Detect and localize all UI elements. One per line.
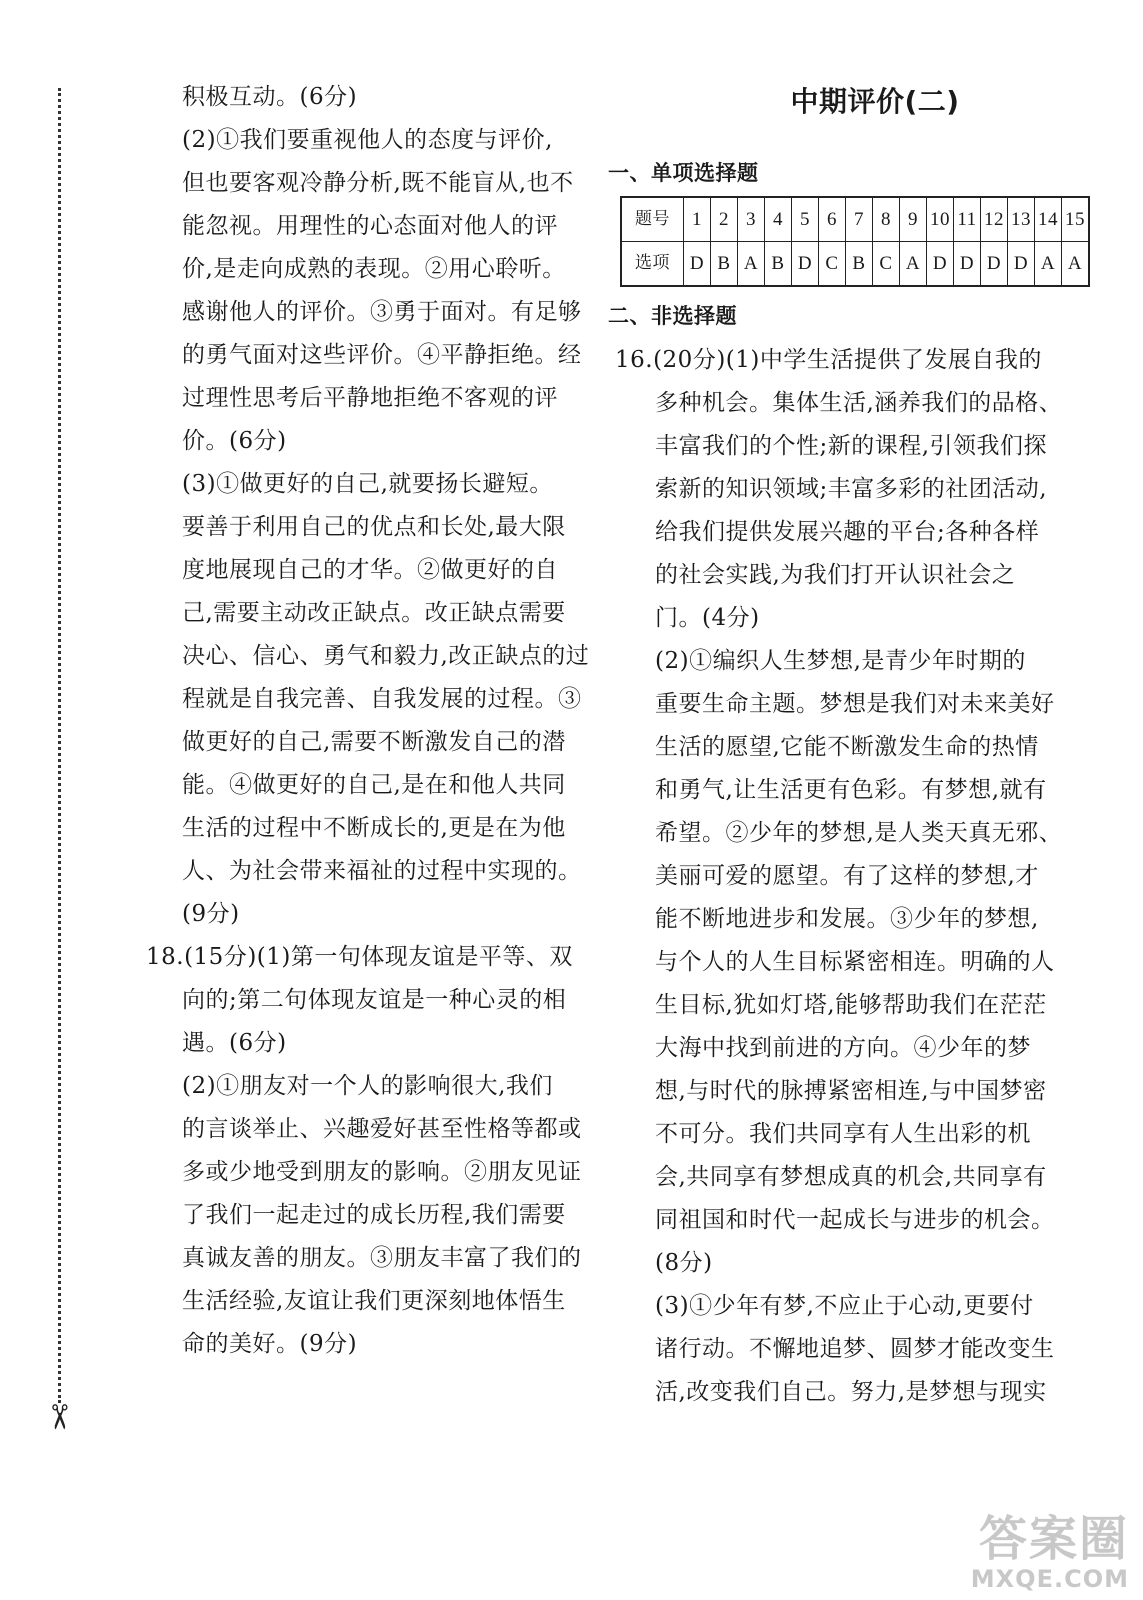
text-line: 索新的知识领域;丰富多彩的社团活动, [655,476,1048,502]
table-row-numbers [621,197,1089,242]
text-line: 向的;第二句体现友谊是一种心灵的相 [182,987,567,1013]
text-line: 过理性思考后平静地拒绝不客观的评 [182,385,558,411]
text-line: 不可分。我们共同享有人生出彩的机 [655,1121,1031,1147]
text-line: (2)①朋友对一个人的影响很大,我们 [182,1073,553,1099]
text-line: 积极互动。(6分) [182,84,358,110]
text-line: 给我们提供发展兴趣的平台;各种各样 [655,519,1040,545]
text-line: 生活的过程中不断成长的,更是在为他 [182,815,566,841]
text-line: 的社会实践,为我们打开认识社会之 [655,562,1016,588]
text-line: 真诚友善的朋友。③朋友丰富了我们的 [182,1245,582,1271]
table-cell: 12 [981,197,1008,242]
text-line: 了我们一起走过的成长历程,我们需要 [182,1202,566,1228]
table-cell: D [927,242,954,287]
text-line: 生活经验,友谊让我们更深刻地体悟生 [182,1288,566,1314]
table-cell: D [792,242,819,287]
table-cell: D [954,242,981,287]
text-line: 但也要客观冷静分析,既不能盲从,也不 [182,170,574,196]
cut-line [58,88,61,1403]
text-line: 希望。②少年的梦想,是人类天真无邪、 [655,820,1063,846]
text-line: 生活的愿望,它能不断激发生命的热情 [655,734,1039,760]
table-cell: 13 [1008,197,1035,242]
question-16-line: 16.(20分)(1)中学生活提供了发展自我的 [615,347,1042,373]
question-18-line: 18.(15分)(1)第一句体现友谊是平等、双 [146,944,573,970]
table-cell: 1 [684,197,711,242]
table-cell: 7 [846,197,873,242]
table-cell: 6 [819,197,846,242]
table-cell: 4 [765,197,792,242]
table-cell: D [981,242,1008,287]
table-cell: 10 [927,197,954,242]
table-cell: A [900,242,927,287]
text-line: 与个人的人生目标紧密相连。明确的人 [655,949,1055,975]
text-line: 人、为社会带来福祉的过程中实现的。 [182,858,582,884]
text-line: 的言谈举止、兴趣爱好甚至性格等都或 [182,1116,582,1142]
text-line: 诸行动。不懈地追梦、圆梦才能改变生 [655,1336,1055,1362]
text-line: 大海中找到前进的方向。④少年的梦 [655,1035,1031,1061]
text-line: (9分) [182,901,240,927]
table-cell: 2 [711,197,738,242]
table-cell: A [1035,242,1062,287]
watermark-text: 答案圈 [978,1511,1129,1567]
text-line: 生目标,犹如灯塔,能够帮助我们在茫茫 [655,992,1047,1018]
table-cell: C [873,242,900,287]
text-line: 价,是走向成熟的表现。②用心聆听。 [182,256,566,282]
scissors-icon: ✂ [38,1402,79,1432]
text-line: 和勇气,让生活更有色彩。有梦想,就有 [655,777,1047,803]
table-cell: B [711,242,738,287]
text-line: 能。④做更好的自己,是在和他人共同 [182,772,566,798]
text-line: 门。(4分) [655,605,760,631]
section-heading-nonchoice: 二、非选择题 [608,304,737,328]
text-line: 价。(6分) [182,428,287,454]
watermark-url: MXQE.COM [970,1565,1129,1593]
text-line: 美丽可爱的愿望。有了这样的梦想,才 [655,863,1039,889]
text-line: 命的美好。(9分) [182,1331,358,1357]
text-line: 丰富我们的个性;新的课程,引领我们探 [655,433,1048,459]
text-line: (8分) [655,1250,713,1276]
text-line: 重要生命主题。梦想是我们对未来美好 [655,691,1055,717]
text-line: 活,改变我们自己。努力,是梦想与现实 [655,1379,1047,1405]
text-line: 能不断地进步和发展。③少年的梦想, [655,906,1039,932]
text-line: 做更好的自己,需要不断激发自己的潜 [182,729,566,755]
table-cell: A [738,242,765,287]
table-cell: D [1008,242,1035,287]
table-cell: 14 [1035,197,1062,242]
section-heading-choice: 一、单项选择题 [608,161,759,185]
table-header-cell: 选项 [621,242,684,287]
text-line: 的勇气面对这些评价。④平静拒绝。经 [182,342,582,368]
table-header-cell: 题号 [621,197,684,242]
text-line: 决心、信心、勇气和毅力,改正缺点的过 [182,643,590,669]
table-cell: 5 [792,197,819,242]
table-cell: 9 [900,197,927,242]
text-line: (2)①我们要重视他人的态度与评价, [182,127,553,153]
text-line: 想,与时代的脉搏紧密相连,与中国梦密 [655,1078,1047,1104]
text-line: 己,需要主动改正缺点。改正缺点需要 [182,600,566,626]
text-line: 多或少地受到朋友的影响。②朋友见证 [182,1159,582,1185]
answer-table [620,196,1090,287]
text-line: 感谢他人的评价。③勇于面对。有足够 [182,299,582,325]
table-cell: 11 [954,197,981,242]
table-cell: 3 [738,197,765,242]
text-line: 程就是自我完善、自我发展的过程。③ [182,686,582,712]
text-line: (3)①做更好的自己,就要扬长避短。 [182,471,553,497]
text-line: 要善于利用自己的优点和长处,最大限 [182,514,566,540]
text-line: 能忽视。用理性的心态面对他人的评 [182,213,558,239]
table-cell: C [819,242,846,287]
table-cell: B [765,242,792,287]
text-line: 会,共同享有梦想成真的机会,共同享有 [655,1164,1047,1190]
right-column [608,82,1090,1414]
page-title: 中期评价(二) [790,85,960,118]
table-row-answers [621,242,1089,287]
text-line: 同祖国和时代一起成长与进步的机会。 [655,1207,1055,1233]
text-line: (3)①少年有梦,不应止于心动,更要付 [655,1293,1034,1319]
text-line: 多种机会。集体生活,涵养我们的品格、 [655,390,1063,416]
text-line: 度地展现自己的才华。②做更好的自 [182,557,558,583]
text-line: 遇。(6分) [182,1030,287,1056]
table-cell: 15 [1062,197,1090,242]
table-cell: D [684,242,711,287]
table-cell: A [1062,242,1090,287]
left-column [146,76,622,1366]
table-cell: B [846,242,873,287]
table-cell: 8 [873,197,900,242]
watermark-logo [971,1512,1129,1592]
text-line: (2)①编织人生梦想,是青少年时期的 [655,648,1026,674]
